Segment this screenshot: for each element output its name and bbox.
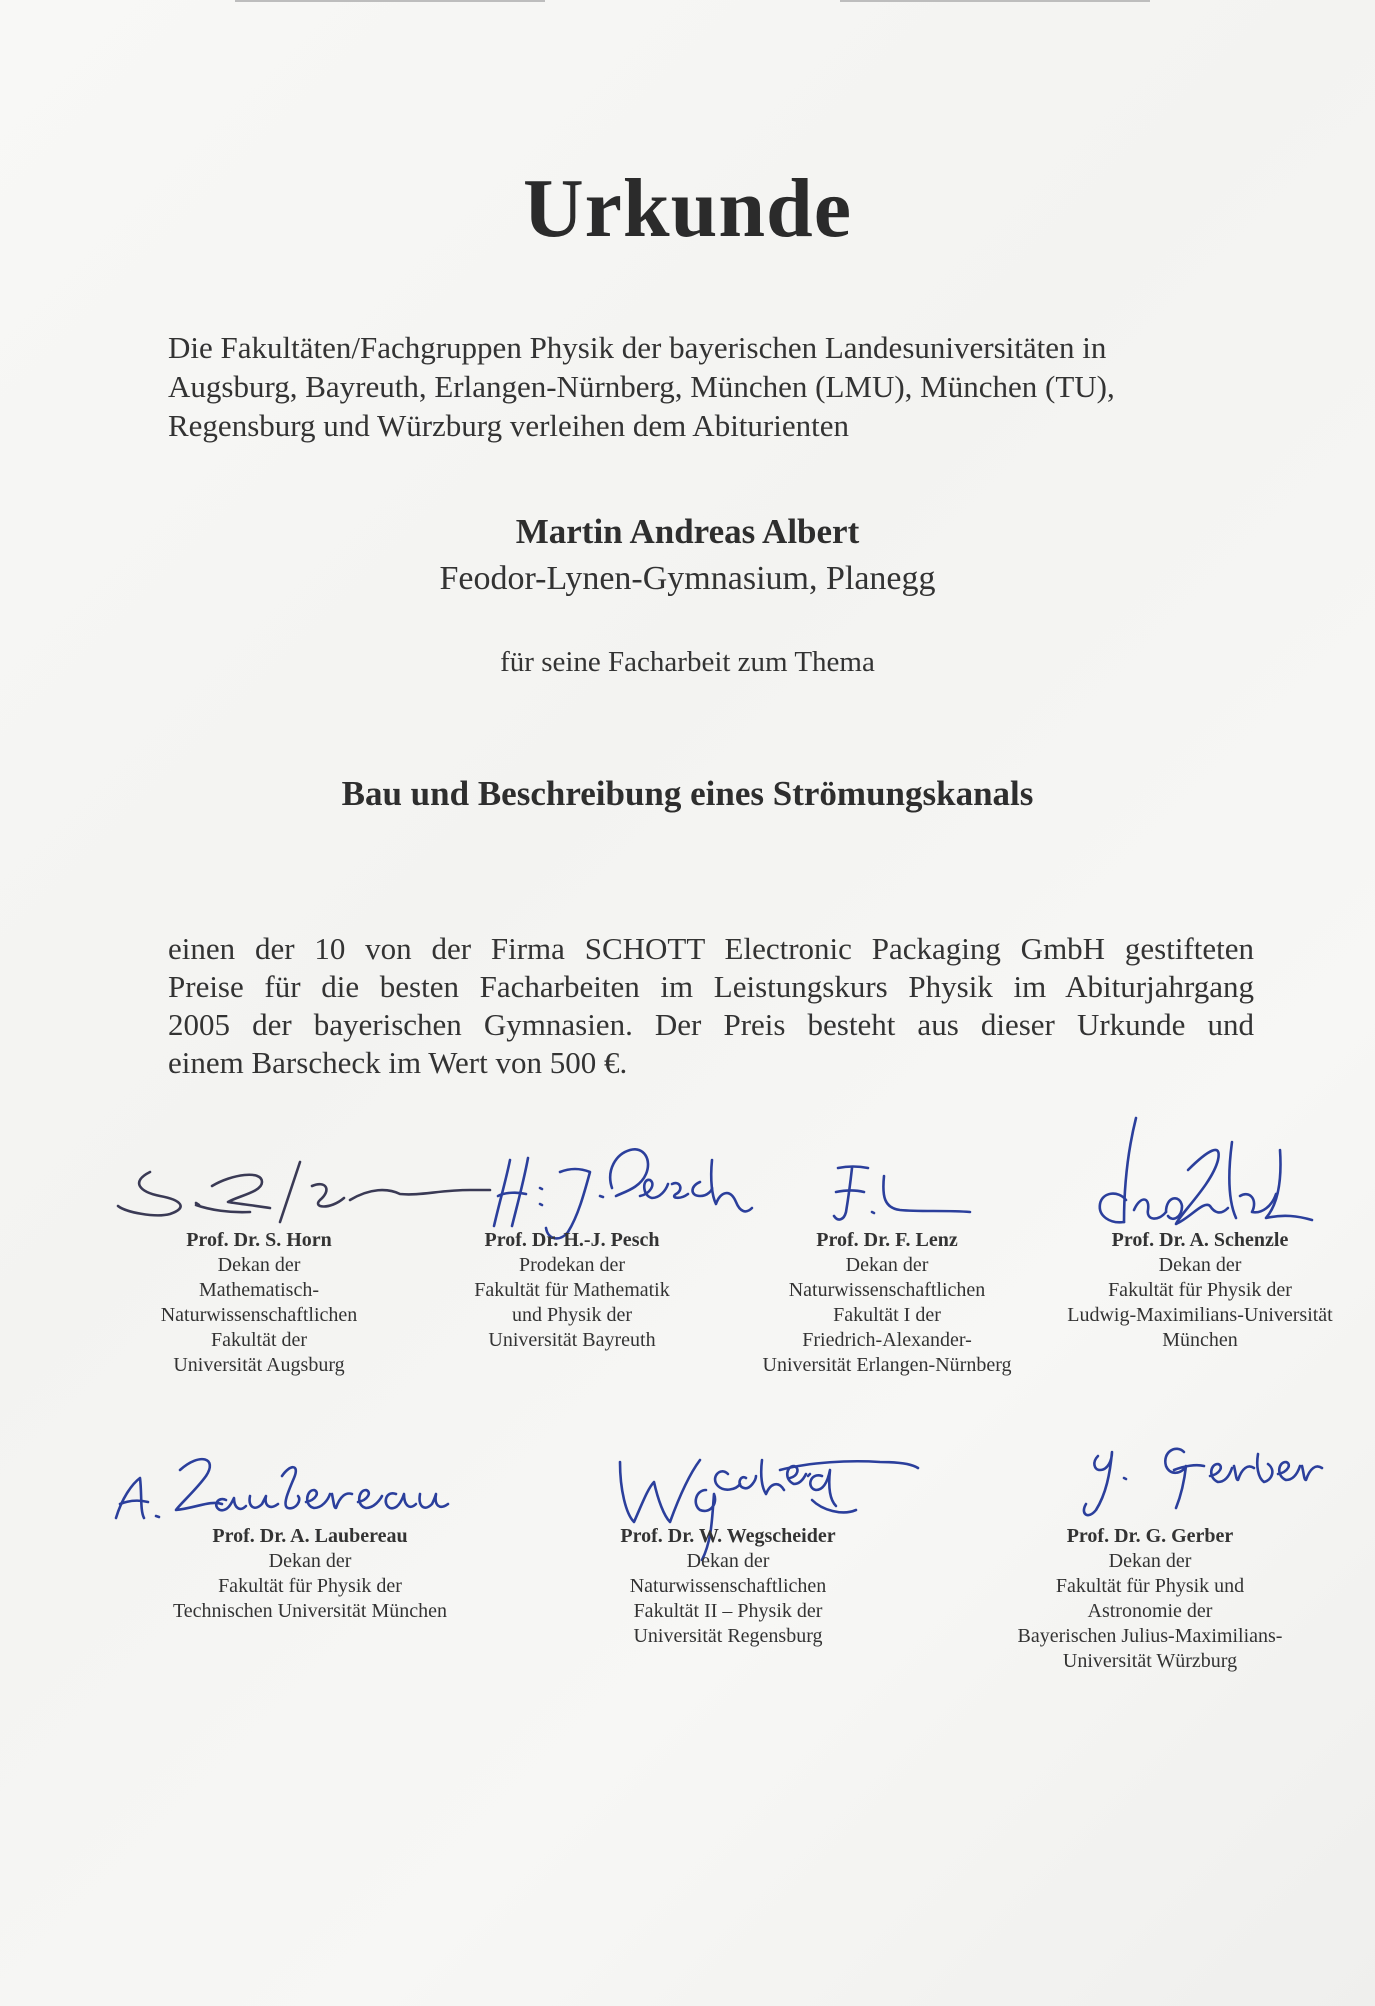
- signatory-line: München: [1162, 1329, 1238, 1351]
- signatory-block-laubereau: [150, 1524, 470, 1624]
- thesis-topic: Bau und Beschreibung eines Strömungskanals: [341, 774, 1034, 813]
- signatory-line: und Physik der: [512, 1304, 632, 1326]
- signatory-line: Fakultät der: [210, 1329, 308, 1351]
- prize-line: Preise für die besten Facharbeiten im Leistungskurs Physik im Abiturjahrgang: [168, 969, 1254, 1004]
- signatory-block-pesch: [445, 1228, 699, 1353]
- signatory-line: Universität Augsburg: [173, 1354, 345, 1376]
- signatory-line: Friedrich-Alexander-: [802, 1329, 972, 1351]
- signatory-line: Prodekan der: [518, 1254, 626, 1276]
- signatory-line: Dekan der: [845, 1254, 929, 1276]
- intro-paragraph: [168, 328, 1228, 445]
- top-rule-left: [235, 0, 545, 2]
- signatory-line: Fakultät I der: [833, 1304, 941, 1326]
- signatory-line: Dekan der: [268, 1550, 352, 1572]
- signatory-name: Prof. Dr. A. Schenzle: [1111, 1229, 1289, 1251]
- signatory-line: Naturwissenschaftlichen: [160, 1304, 358, 1326]
- prize-paragraph: [168, 930, 1254, 1082]
- top-rule-right: [840, 0, 1150, 2]
- signatory-name: Prof. Dr. A. Laubereau: [212, 1525, 408, 1547]
- signatory-line: Naturwissenschaftlichen: [788, 1279, 986, 1301]
- signature-schenzle: [1100, 1118, 1312, 1224]
- signature-pesch: [494, 1149, 752, 1238]
- signature-gerber: [1084, 1449, 1322, 1515]
- signatory-line: Universität Bayreuth: [488, 1329, 656, 1351]
- intro-line: Die Fakultäten/Fachgruppen Physik der bayerischen Landesuniversitäten in: [168, 330, 1107, 365]
- recipient-name: Martin Andreas Albert: [515, 512, 860, 551]
- signatory-line: Universität Regensburg: [633, 1625, 823, 1647]
- signatory-line: Dekan der: [217, 1254, 301, 1276]
- signatory-line: Universität Erlangen-Nürnberg: [762, 1354, 1012, 1376]
- signatory-name: Prof. Dr. F. Lenz: [816, 1229, 958, 1251]
- prize-line: einem Barscheck im Wert von 500 €.: [168, 1045, 628, 1080]
- signatory-line: Universität Würzburg: [1062, 1650, 1238, 1672]
- signatory-block-schenzle: [1050, 1228, 1350, 1353]
- prize-line: 2005 der bayerischen Gymnasien. Der Preis besteht aus dieser Urkunde und: [168, 1007, 1254, 1042]
- signatory-line: Fakultät II – Physik der: [633, 1600, 823, 1622]
- intro-line: Regensburg und Würzburg verleihen dem Abiturienten: [168, 408, 849, 443]
- signatory-block-horn: [134, 1228, 384, 1378]
- signature-horn: [118, 1162, 490, 1222]
- signatory-line: Fakultät für Physik der: [1108, 1279, 1292, 1301]
- signatory-name: Prof. Dr. S. Horn: [186, 1229, 332, 1251]
- signatory-line: Dekan der: [1158, 1254, 1242, 1276]
- signatory-line: Bayerischen Julius-Maximilians-: [1017, 1625, 1283, 1647]
- signatory-line: Astronomie der: [1087, 1600, 1213, 1622]
- signatory-line: Fakultät für Physik und: [1055, 1575, 1245, 1597]
- for-line: für seine Facharbeit zum Thema: [500, 646, 875, 678]
- recipient-school: Feodor-Lynen-Gymnasium, Planegg: [439, 560, 936, 597]
- signatory-line: Fakultät für Mathematik: [474, 1279, 670, 1301]
- signature-laubereau: [116, 1459, 448, 1518]
- signatory-line: Fakultät für Physik der: [218, 1575, 402, 1597]
- signatory-line: Technischen Universität München: [172, 1600, 448, 1622]
- signature-lenz: [834, 1167, 970, 1220]
- signatory-line: Dekan der: [686, 1550, 770, 1572]
- signatory-name: Prof. Dr. G. Gerber: [1066, 1525, 1234, 1547]
- signatory-line: Dekan der: [1108, 1550, 1192, 1572]
- signatory-name: Prof. Dr. W. Wegscheider: [620, 1525, 836, 1547]
- intro-line: Augsburg, Bayreuth, Erlangen-Nürnberg, München (LMU), München (TU),: [168, 369, 1115, 404]
- certificate-title: Urkunde: [522, 162, 853, 255]
- prize-line: einen der 10 von der Firma SCHOTT Electronic Packaging GmbH gestifteten: [168, 931, 1254, 966]
- signatory-line: Ludwig-Maximilians-Universität: [1067, 1304, 1333, 1326]
- signatory-block-gerber: [1000, 1524, 1300, 1674]
- signatory-name: Prof. Dr. H.-J. Pesch: [484, 1229, 660, 1251]
- signatory-block-wegscheider: [590, 1524, 866, 1649]
- signatory-line: Mathematisch-: [199, 1279, 319, 1301]
- signatory-line: Naturwissenschaftlichen: [629, 1575, 827, 1597]
- signatory-block-lenz: [737, 1228, 1037, 1378]
